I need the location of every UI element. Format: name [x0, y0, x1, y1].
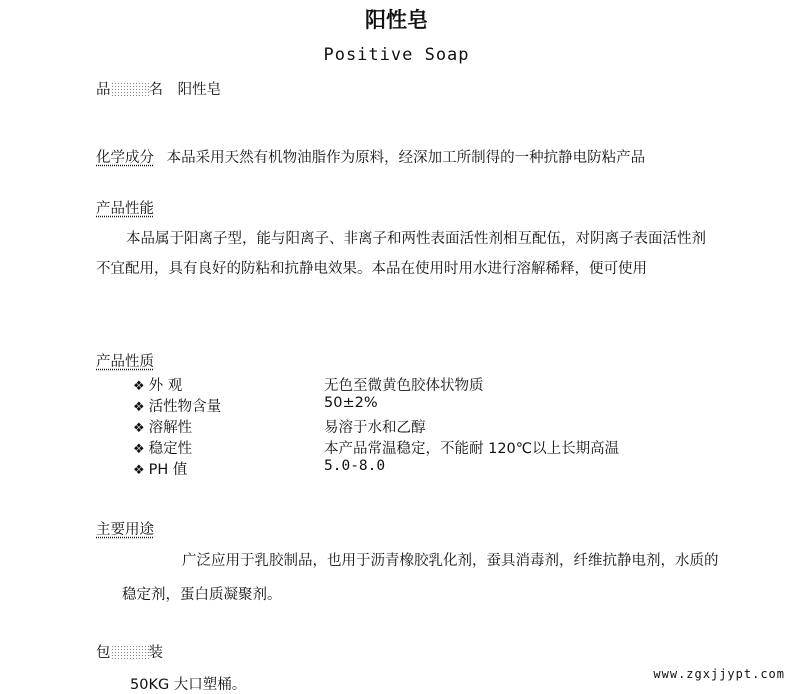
packaging-value: 50KG 大口塑桶。 [130, 677, 247, 693]
composition-row [96, 146, 645, 167]
property-row [133, 416, 192, 437]
diamond-bullet-icon: ❖ [133, 442, 145, 457]
property-value: 易溶于水和乙醇 [324, 420, 426, 436]
product-name-row [96, 78, 221, 99]
property-value: 50±2% [324, 395, 378, 411]
product-name-label-2: 名 [148, 82, 163, 98]
diamond-bullet-icon: ❖ [133, 400, 145, 415]
property-name: 稳定性 [148, 441, 193, 457]
usage-heading: 主要用途 [96, 522, 154, 538]
dotted-filler [111, 82, 149, 96]
property-name: PH 值 [148, 462, 188, 478]
property-row [133, 374, 182, 395]
composition-label: 化学成分 [96, 150, 154, 166]
composition-value: 本品采用天然有机物油脂作为原料，经深加工所制得的一种抗静电防粘产品 [166, 150, 646, 166]
property-row [133, 458, 187, 479]
packaging-label-2: 装 [148, 645, 163, 661]
property-row [133, 437, 192, 458]
performance-text: 本品属于阳离子型，能与阳离子、非离子和两性表面活性剂相互配伍，对阴离子表面活性剂不宜配用，具有良好的防粘和抗静电效果。本品在使用时用水进行溶解稀释，便可使用 [96, 231, 706, 277]
page-subtitle: Positive Soap [323, 45, 470, 65]
watermark-text: www.zgxjjypt.com [653, 667, 785, 681]
diamond-bullet-icon: ❖ [133, 379, 145, 394]
performance-heading: 产品性能 [96, 201, 154, 217]
property-name: 溶解性 [148, 420, 193, 436]
dotted-filler [111, 645, 149, 659]
property-row [133, 395, 221, 416]
diamond-bullet-icon: ❖ [133, 463, 145, 478]
usage-text: 广泛应用于乳胶制品，也用于沥青橡胶乳化剂，蚕具消毒剂，纤维抗静电剂，水质的稳定剂，蛋白质凝聚剂。 [122, 553, 719, 603]
property-name: 外 观 [148, 378, 183, 394]
page-title: 阳性皂 [365, 8, 428, 32]
packaging-label-1: 包 [96, 645, 111, 661]
property-name: 活性物含量 [148, 399, 222, 415]
property-value: 本产品常温稳定，不能耐 120℃以上长期高温 [324, 441, 620, 457]
property-value: 无色至微黄色胶体状物质 [324, 378, 484, 394]
packaging-row [96, 641, 163, 662]
product-name-label-1: 品 [96, 82, 111, 98]
properties-heading: 产品性质 [96, 354, 154, 370]
product-name-value: 阳性皂 [177, 82, 222, 98]
property-value: 5.0-8.0 [324, 458, 386, 474]
diamond-bullet-icon: ❖ [133, 421, 145, 436]
